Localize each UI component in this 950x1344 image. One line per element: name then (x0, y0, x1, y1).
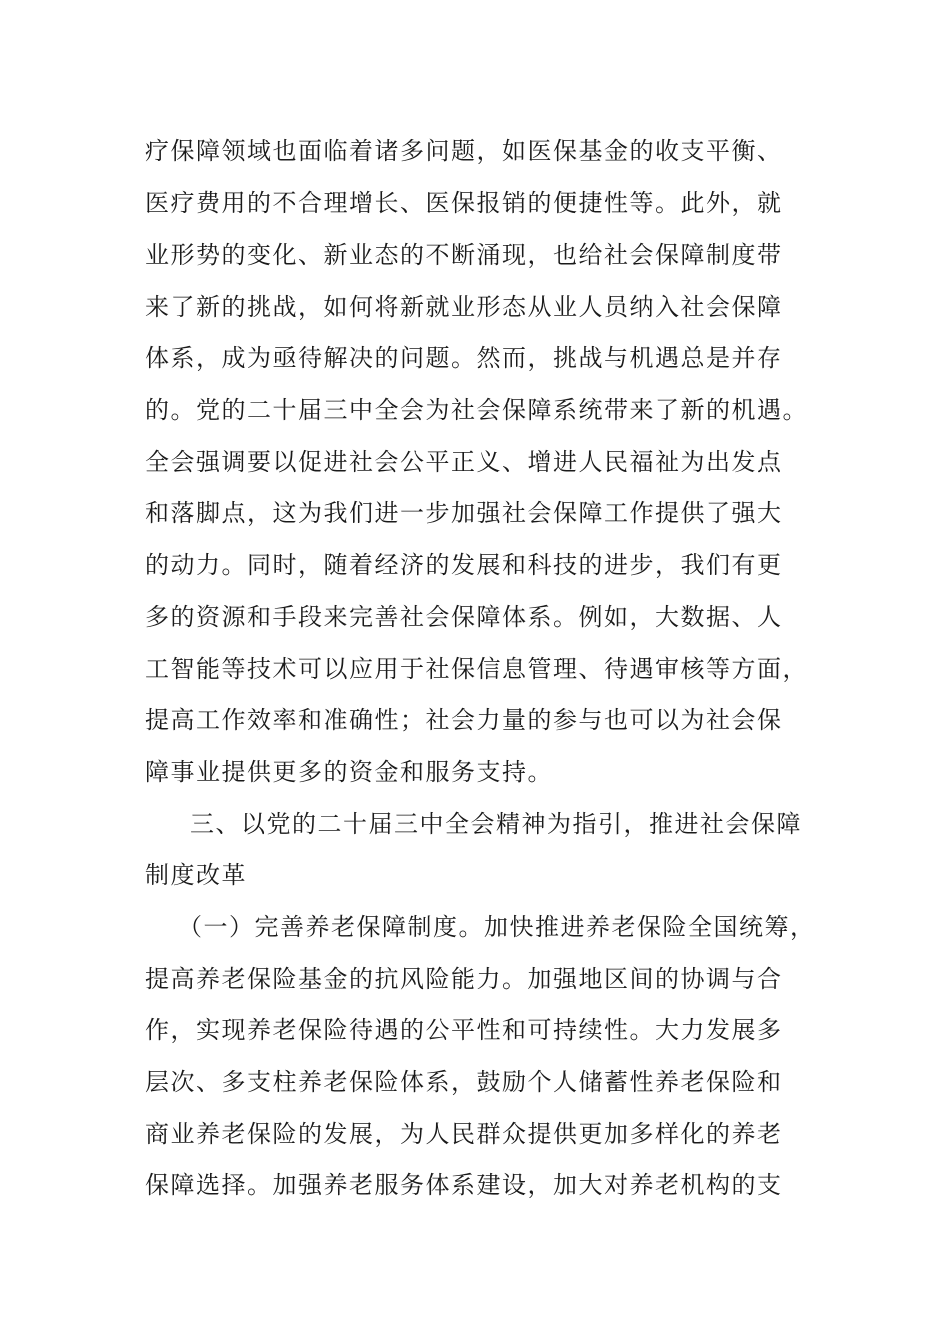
text-line: 的。党的二十届三中全会为社会保障系统带来了新的机遇。 (145, 396, 808, 424)
section-heading-line: 三、以党的二十届三中全会精神为指引，推进社会保障 (190, 810, 802, 838)
text-line: 医疗费用的不合理增长、医保报销的便捷性等。此外，就 (145, 189, 783, 217)
text-line: 多的资源和手段来完善社会保障体系。例如，大数据、人 (145, 603, 783, 631)
text-line: 障事业提供更多的资金和服务支持。 (145, 758, 553, 786)
text-line: 业形势的变化、新业态的不断涌现，也给社会保障制度带 (145, 241, 783, 269)
text-line: 商业养老保险的发展，为人民群众提供更加多样化的养老 (145, 1120, 783, 1148)
text-line: 疗保障领域也面临着诸多问题，如医保基金的收支平衡、 (145, 137, 783, 165)
section-heading-line: 制度改革 (145, 861, 247, 889)
text-line: 提高工作效率和准确性；社会力量的参与也可以为社会保 (145, 706, 783, 734)
text-line: 工智能等技术可以应用于社保信息管理、待遇审核等方面， (145, 655, 808, 683)
text-line: 作，实现养老保险待遇的公平性和可持续性。大力发展多 (145, 1016, 783, 1044)
text-line: 体系，成为亟待解决的问题。然而，挑战与机遇总是并存 (145, 344, 783, 372)
text-line: 全会强调要以促进社会公平正义、增进人民福祉为出发点 (145, 448, 783, 476)
subsection-first-line: （一）完善养老保障制度。加快推进养老保险全国统筹， (178, 913, 816, 941)
text-line: 保障选择。加强养老服务体系建设，加大对养老机构的支 (145, 1171, 783, 1199)
text-line: 和落脚点，这为我们进一步加强社会保障工作提供了强大 (145, 499, 783, 527)
text-line: 提高养老保险基金的抗风险能力。加强地区间的协调与合 (145, 965, 783, 993)
text-line: 的动力。同时，随着经济的发展和科技的进步，我们有更 (145, 551, 783, 579)
text-line: 来了新的挑战，如何将新就业形态从业人员纳入社会保障 (145, 293, 783, 321)
text-line: 层次、多支柱养老保险体系，鼓励个人储蓄性养老保险和 (145, 1068, 783, 1096)
